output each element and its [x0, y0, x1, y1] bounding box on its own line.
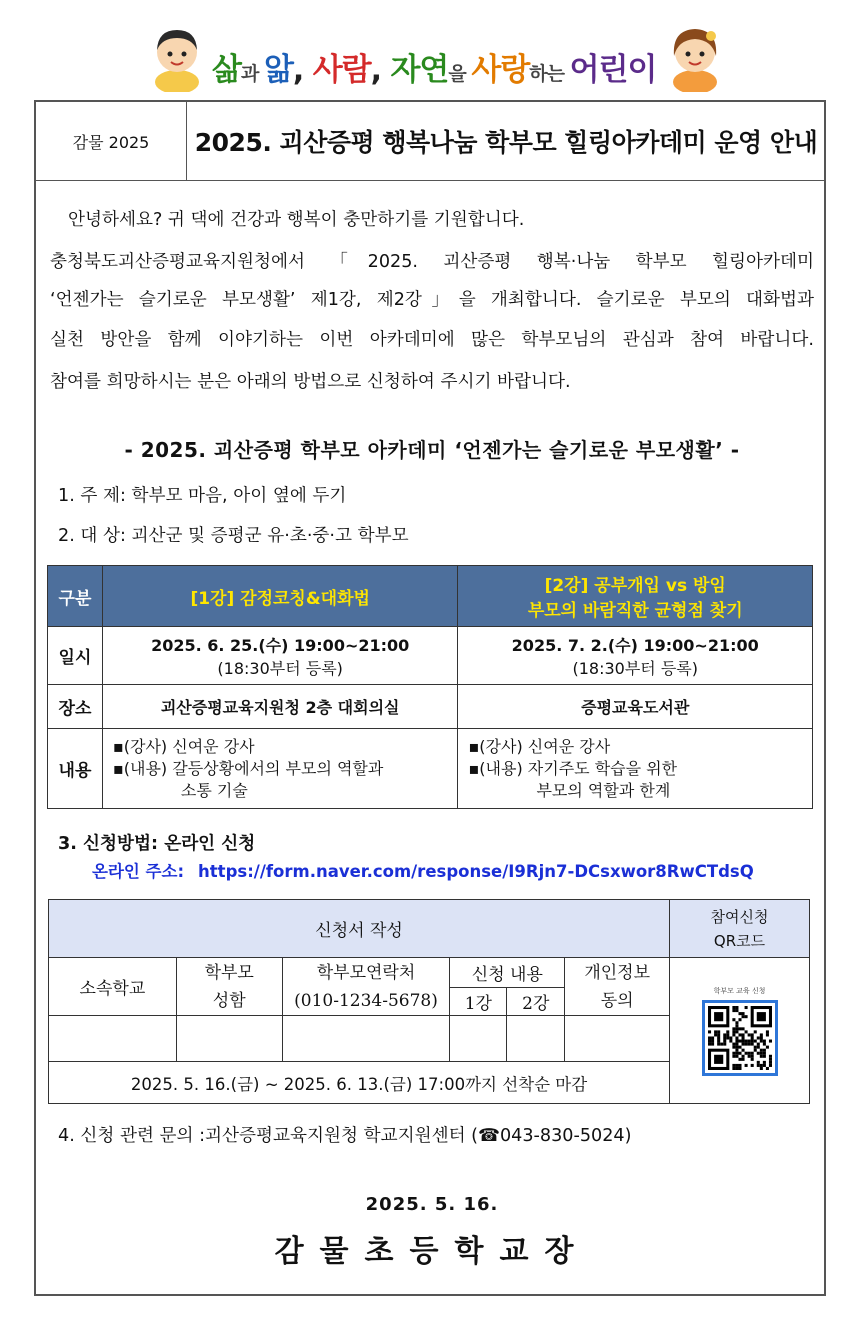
col-name-line2: 성함: [212, 990, 246, 1011]
qr-heading-line1: 참여신청: [710, 907, 769, 926]
slogan-part: 삶: [212, 52, 241, 88]
url-label: 온라인 주소:: [92, 862, 185, 881]
apply-method: 3. 신청방법: 온라인 신청: [58, 834, 256, 854]
application-form-table: [48, 899, 810, 1104]
greeting-line: 안녕하세요? 귀 댁에 건강과 행복이 충만하기를 기원합니다.: [68, 210, 525, 230]
target-item: 2. 대 상: 괴산군 및 증평군 유·초·중·고 학부모: [58, 526, 409, 546]
col-contact-line2: (010-1234-5678): [294, 990, 438, 1011]
consent-field[interactable]: [565, 1016, 670, 1062]
row-label-place: 장소: [48, 685, 103, 729]
header-lecture-2: [458, 566, 813, 627]
header-division: 구분: [48, 566, 103, 627]
col-lecture-1: 1강: [450, 988, 507, 1016]
c1-speaker: ▪(강사) 신여운 강사: [112, 736, 255, 756]
qr-heading-line2: QR코드: [713, 931, 766, 950]
intro-line-2: 충청북도괴산증평교육지원청에서 「2025. 괴산증평 행복·나눔 학부모 힐링아카데미: [50, 252, 814, 272]
date-lecture-2: [458, 627, 813, 685]
c1-content: ▪(내용) 갈등상황에서의 부모의 역할과: [112, 758, 384, 778]
slogan-part: 앎: [263, 52, 293, 88]
slogan-part: 사랑: [471, 52, 530, 88]
place-lecture-1: 괴산증평교육지원청 2층 대회의실: [102, 685, 458, 729]
online-address: [92, 858, 754, 882]
col-name-line1: 학부모: [204, 962, 254, 983]
c2-content: ▪(내용) 자기주도 학습을 위한: [468, 758, 678, 778]
col-contact-line1: 학부모연락처: [316, 962, 416, 983]
lecture-2-title-line2: 부모의 바람직한 균형점 찾기: [527, 601, 743, 621]
school-field[interactable]: [49, 1016, 177, 1062]
col-consent: [565, 958, 670, 1016]
col-lecture-2: 2강: [507, 988, 565, 1016]
intro-line-3: ‘언젠가는 슬기로운 부모생활’ 제1강, 제2강」을 개최합니다. 슬기로운 부모의 대화법과: [50, 290, 814, 310]
slogan-part: 하는: [529, 63, 570, 85]
header-lecture-1: [1강] 감정코칭&대화법: [102, 566, 458, 627]
document-title: 2025. 괴산증평 행복나눔 학부모 힐링아카데미 운영 안내: [194, 128, 818, 157]
lecture-2-check[interactable]: [507, 1016, 565, 1062]
date2-value: 2025. 7. 2.(수) 19:00~21:00: [511, 635, 759, 655]
row-label-content: 내용: [48, 729, 103, 809]
c2-content-cont: 부모의 역할과 한계: [536, 780, 671, 800]
row-label-date: 일시: [48, 627, 103, 685]
parent-name-field[interactable]: [176, 1016, 282, 1062]
schedule-table: [47, 565, 813, 809]
qr-heading: [670, 900, 810, 958]
date2-note: (18:30부터 등록): [572, 658, 698, 678]
col-consent-line2: 동의: [600, 990, 634, 1011]
principal-signature: 감물초등학교장: [274, 1234, 590, 1269]
table-row: [49, 900, 810, 958]
form-heading: 신청서 작성: [49, 900, 670, 958]
qr-code-icon[interactable]: [702, 1000, 778, 1076]
slogan-part: 어린이: [569, 52, 657, 88]
col-parent-name: [176, 958, 282, 1016]
slogan-part: ,: [292, 53, 313, 88]
slogan-part: 과: [240, 63, 264, 85]
date1-value: 2025. 6. 25.(수) 19:00~21:00: [151, 635, 410, 655]
qr-code-graphic: [708, 1006, 772, 1070]
table-row: [48, 729, 813, 809]
lecture-1-check[interactable]: [450, 1016, 507, 1062]
date-lecture-1: [102, 627, 458, 685]
notice-frame: [34, 100, 826, 1296]
qr-wrap: [670, 986, 809, 1076]
parent-contact-field[interactable]: [282, 1016, 450, 1062]
boy-character-icon: [148, 20, 206, 92]
date1-note: (18:30부터 등록): [217, 658, 343, 678]
c2-speaker: ▪(강사) 신여운 강사: [468, 736, 611, 756]
table-row: [48, 685, 813, 729]
lecture-2-title-line1: [2강] 공부개입 vs 방임: [544, 576, 726, 596]
table-row: [48, 627, 813, 685]
content-lecture-2: [458, 729, 813, 809]
application-url-link[interactable]: https://form.naver.com/response/I9Rjn7-DCsxwor8RwCTdsQ: [198, 862, 754, 881]
qr-cell: [670, 958, 810, 1104]
place-lecture-2: 증평교육도서관: [458, 685, 813, 729]
intro-line-4: 실천 방안을 함께 이야기하는 이번 아카데미에 많은 학부모님의 관심과 참여 바랍니다.: [50, 330, 814, 350]
slogan-part: 자연: [390, 52, 449, 88]
school-slogan: [212, 44, 656, 89]
col-parent-contact: [282, 958, 450, 1016]
slogan-part: 사람: [312, 52, 371, 88]
intro-line-5: 참여를 희망하시는 분은 아래의 방법으로 신청하여 주시기 바랍니다.: [50, 372, 571, 392]
c1-content-cont: 소통 기술: [180, 780, 248, 800]
inquiry-contact: 4. 신청 관련 문의 :괴산증평교육지원청 학교지원센터 (☎043-830-5024): [58, 1126, 632, 1146]
col-request: 신청 내용: [450, 958, 565, 988]
deadline-note: 2025. 5. 16.(금) ~ 2025. 6. 13.(금) 17:00까지 선착순 마감: [49, 1062, 670, 1104]
slogan-part: ,: [370, 53, 391, 88]
program-heading: - 2025. 괴산증평 학부모 아카데미 ‘언젠가는 슬기로운 부모생활’ -: [124, 438, 740, 462]
issue-date: 2025. 5. 16.: [365, 1194, 499, 1215]
qr-caption: 학부모 교육 신청: [713, 986, 766, 995]
schedule-header-row: [48, 566, 813, 627]
document-number: 감물 2025: [36, 102, 187, 180]
table-row: [49, 958, 810, 988]
girl-character-icon: [666, 20, 724, 92]
content-lecture-1: [102, 729, 458, 809]
title-bar: [36, 102, 824, 181]
topic-item: 1. 주 제: 학부모 마음, 아이 옆에 두기: [58, 486, 347, 506]
col-consent-line1: 개인정보: [584, 962, 651, 983]
header-banner: [0, 0, 860, 100]
slogan-part: 을: [448, 63, 472, 85]
col-school: 소속학교: [49, 958, 177, 1016]
